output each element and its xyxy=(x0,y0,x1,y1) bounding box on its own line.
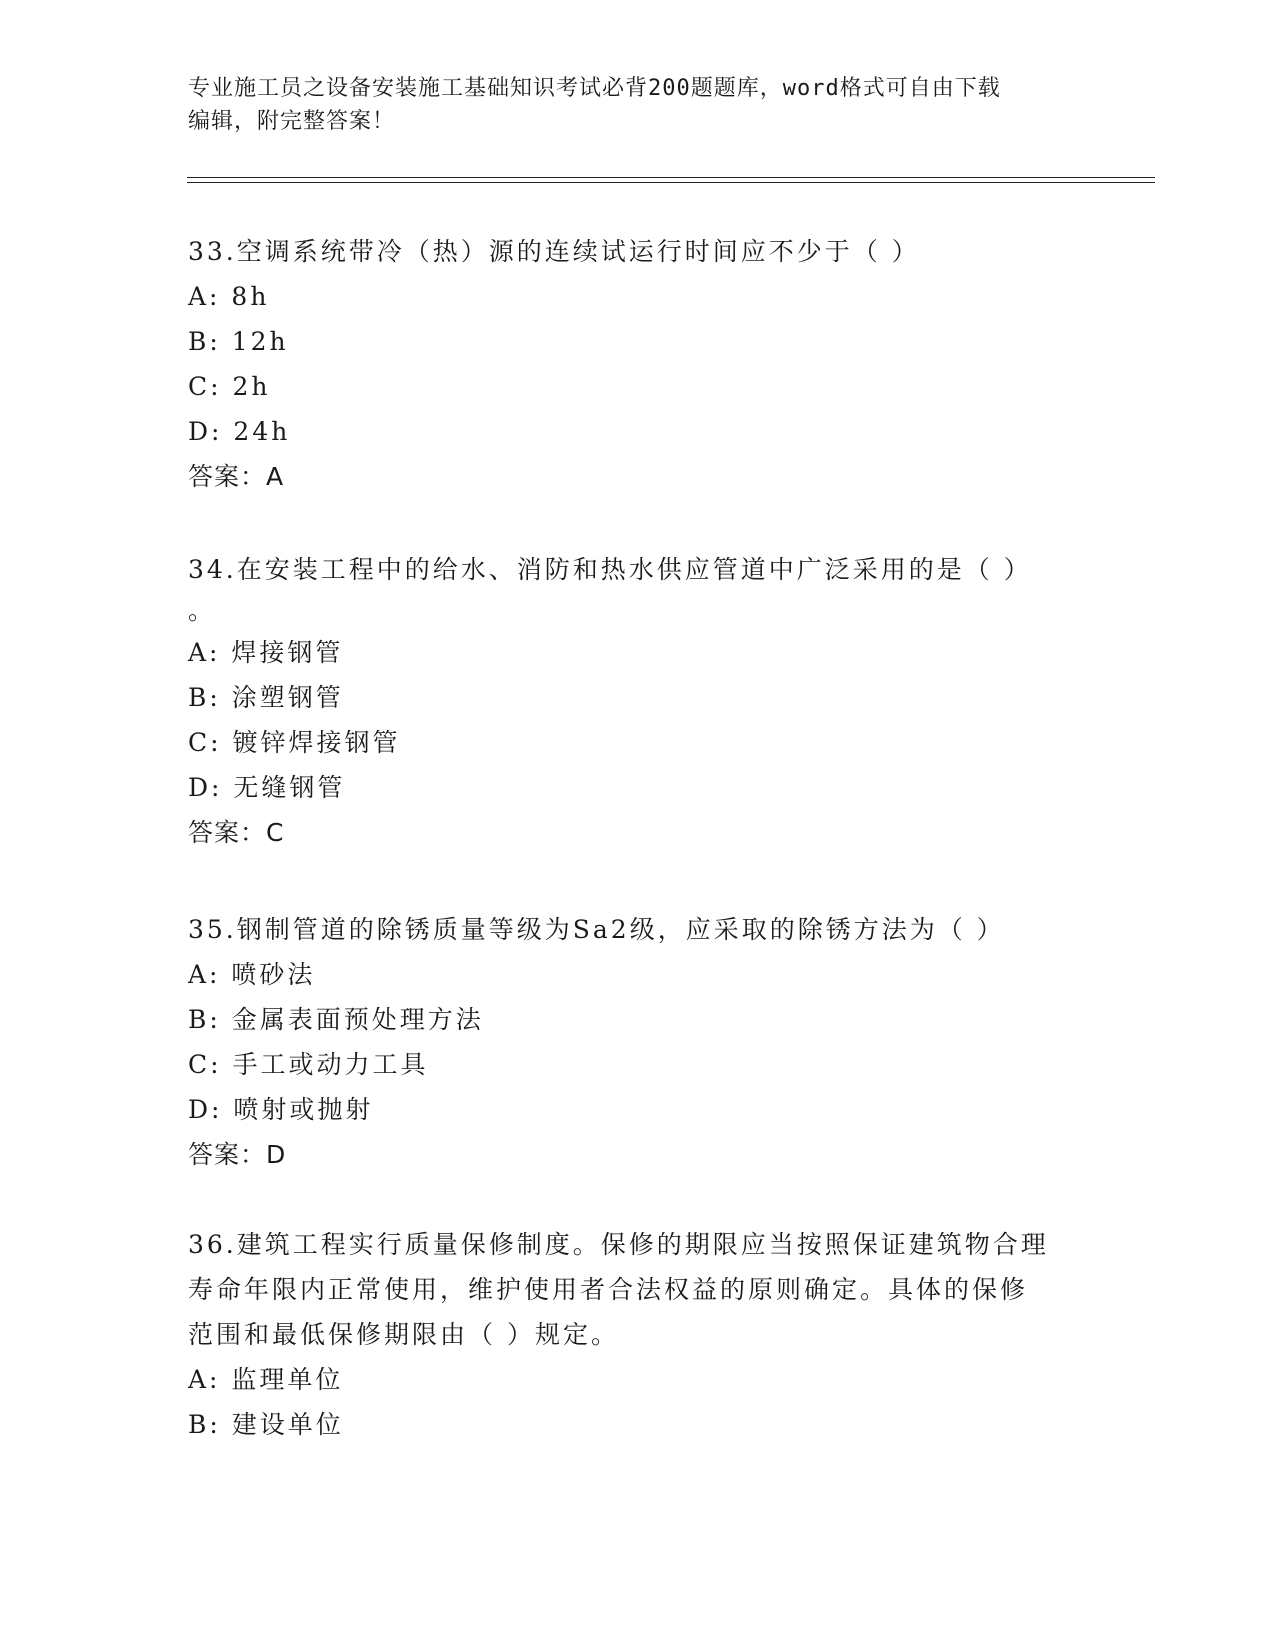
header-line-1: 专业施工员之设备安装施工基础知识考试必背200题题库，word格式可自由下载 xyxy=(188,76,1001,101)
option-a: A: 8h xyxy=(188,282,270,311)
question-34 xyxy=(188,547,1088,855)
option-a: A: 喷砂法 xyxy=(188,960,316,989)
question-stem: 33.空调系统带冷（热）源的连续试运行时间应不少于（ ） xyxy=(188,237,920,266)
option-b: B: 金属表面预处理方法 xyxy=(188,1005,484,1034)
option-b: B: 建设单位 xyxy=(188,1410,344,1439)
question-stem-line-1: 36.建筑工程实行质量保修制度。保修的期限应当按照保证建筑物合理 xyxy=(188,1230,1049,1259)
answer: 答案：C xyxy=(188,818,285,847)
question-35 xyxy=(188,907,1088,1177)
question-stem-continued: 。 xyxy=(188,596,217,625)
answer: 答案：A xyxy=(188,462,285,491)
question-stem: 34.在安装工程中的给水、消防和热水供应管道中广泛采用的是（ ） xyxy=(188,555,1032,584)
option-a: A: 焊接钢管 xyxy=(188,638,344,667)
option-d: D: 喷射或抛射 xyxy=(188,1095,374,1124)
option-c: C: 手工或动力工具 xyxy=(188,1050,429,1079)
option-a: A: 监理单位 xyxy=(188,1365,344,1394)
header-divider-top xyxy=(187,177,1155,178)
question-stem-line-2: 寿命年限内正常使用，维护使用者合法权益的原则确定。具体的保修 xyxy=(188,1275,1029,1304)
option-b: B: 12h xyxy=(188,327,289,356)
option-b: B: 涂塑钢管 xyxy=(188,683,344,712)
header-divider-bottom xyxy=(187,182,1155,183)
option-c: C: 2h xyxy=(188,372,271,401)
question-stem-line-3: 范围和最低保修期限由（ ）规定。 xyxy=(188,1320,619,1349)
document-header xyxy=(188,72,1088,138)
answer: 答案：D xyxy=(188,1140,287,1169)
question-stem: 35.钢制管道的除锈质量等级为Sa2级，应采取的除锈方法为（ ） xyxy=(188,915,1005,944)
header-line-2: 编辑，附完整答案！ xyxy=(188,109,396,134)
option-c: C: 镀锌焊接钢管 xyxy=(188,728,401,757)
option-d: D: 24h xyxy=(188,417,291,446)
option-d: D: 无缝钢管 xyxy=(188,773,346,802)
question-36 xyxy=(188,1222,1088,1447)
question-33 xyxy=(188,229,1088,499)
